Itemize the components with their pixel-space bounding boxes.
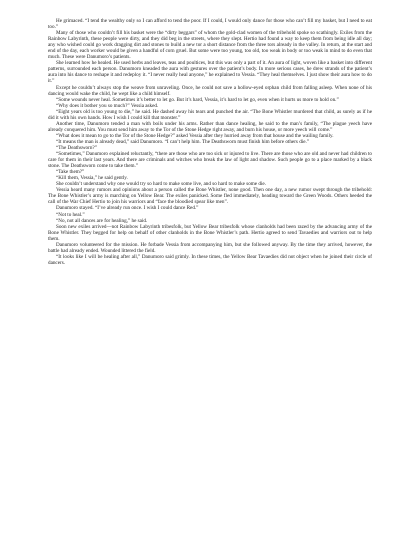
paragraph: “The Deathsworn?” (56, 144, 97, 151)
paragraph: She couldn’t understand why one would try so hard to make some live, and so hard to make some die. (56, 181, 266, 188)
paragraph: She learned how he healed. He used herbs and leaves, teas and poultices, but this was only a part of it. An aura of light, woven like a basket into different patterns, surrounded each person. Danumoro kneaded the aura with gestures over the patient’s body. In more serious cases, he drew strands of the patient’s aura into his dance to reshape it and redeploy it. “I never really heal anyone,” he explained to Vessia. “They heal themselves. I just show their aura how to do it.” (48, 60, 372, 85)
paragraph: “Eight years old is too young to die,” he said. He dashed away his tears and punched the air. “The Bone Whistler murdered that child, as surely as if he did it with his own hands. How I wish I could kill that monster.” (48, 108, 372, 121)
paragraph: Soon new exiles arrived—not Rainbow Labyrinth tribesfolk, but Yellow Bear tribesfolk whose clanholds had been razed by the advancing army of the Bone Whistler. They begged for help on behalf of other clanholds in the Bone Whistler’s path. Hertio agreed to send Tavaedies and warriors out to help them. (48, 223, 372, 242)
paragraph: “Not to heal.” (56, 211, 85, 218)
paragraph: “It looks like I will be healing after all,” Danumoro said grimly. In these times, the Yellow Bear Tavaedies did not object when he joined their circle of dancers. (48, 253, 372, 266)
paragraph: “Kill them, Vessia,” he said gently. (56, 175, 128, 182)
paragraph: “Take them?” (56, 169, 85, 176)
paragraph: “Why does it bother you so much?” Vessia asked. (56, 102, 159, 109)
paragraph: “What does it mean to go to the Tor of the Stone Hedge?” asked Vessia after they hurried away from that house and the wailing family. (56, 132, 334, 139)
paragraph: Another time, Danumoro tended a man with boils under his arms. Rather than dance healing, he said to the man’s family, “The plague yeech have already conquered him. You must send him away to the Tor of the Stone Hedge right away, and burn his house, or more yeech will come.” (48, 120, 372, 133)
paragraph: Vessia heard many rumors and opinions about a person called the Bone Whistler, none good. Then one day, a new rumor swept through the tribehold: The Bone Whistler’s army is marching on Yellow Bear. The exiles panicked. Some fled immediately, heading toward the Green Woods. Others heeded the call of the War Chief Hertio to join his warriors and “face the bloodied spear like men”. (48, 187, 372, 206)
paragraph: “Some wounds never heal. Sometimes it’s better to let go. But it’s hard, Vessia, it’s hard to let go, even when it hurts us more to hold on.” (56, 96, 339, 103)
paragraph: Except he couldn’t always stop the weave from unraveling. Once, he could not save a hollow-eyed orphan child from falling asleep. When none of his dancing would wake the child, he wept like a child himself. (48, 84, 372, 97)
paragraph: He grimaced. “I tend the wealthy only so I can afford to tend the poor. If I could, I would only dance for those who can’t fill my basket, but I need to eat too.” (48, 18, 372, 31)
paragraph: “It means the man is already dead,” said Danumoro. “I can’t help him. The Deathsworn must finish him before others die.” (56, 138, 310, 145)
paragraph: Danumoro stayed. “I’ve already run once. I wish I could dance Red.” (56, 205, 199, 212)
paragraph: Many of those who couldn’t fill his basket were the “dirty beggars” of whom the gold-clad women of the tribehold spoke so scathingly. Exiles from the Rainbow Labyrinth, these people were dirty, and they did beg in the streets, where they slept. Hertio had found a way to keep them from being idle all day; any who wished could go work dragging dirt and stones to build a new tor a short distance from the three tors already in the valley. In return, at the start and end of the day, each worker would be given a handful of corn gruel. But some were too young, too old, too weak in body or too weak in mind to do even that much. These were Danumoro’s patients. (48, 30, 372, 61)
page-text (48, 18, 372, 266)
paragraph: “Sometimes,” Danumoro explained reluctantly, “there are those who are too sick or injured to live. There are those who are old and never had children to care for them in their last years. And there are criminals and witches who break the law of light and shadow. Such people go to a place marked by a black stone. The Deathsworn come to take them.” (48, 151, 372, 170)
paragraph: Danumoro volunteered for the mission. He forbade Vessia from accompanying him, but she followed anyway. By the time they arrived, however, the battle had already ended. Wounded littered the field. (48, 241, 372, 254)
paragraph: “No, not all dances are for healing,” he said. (56, 217, 148, 224)
